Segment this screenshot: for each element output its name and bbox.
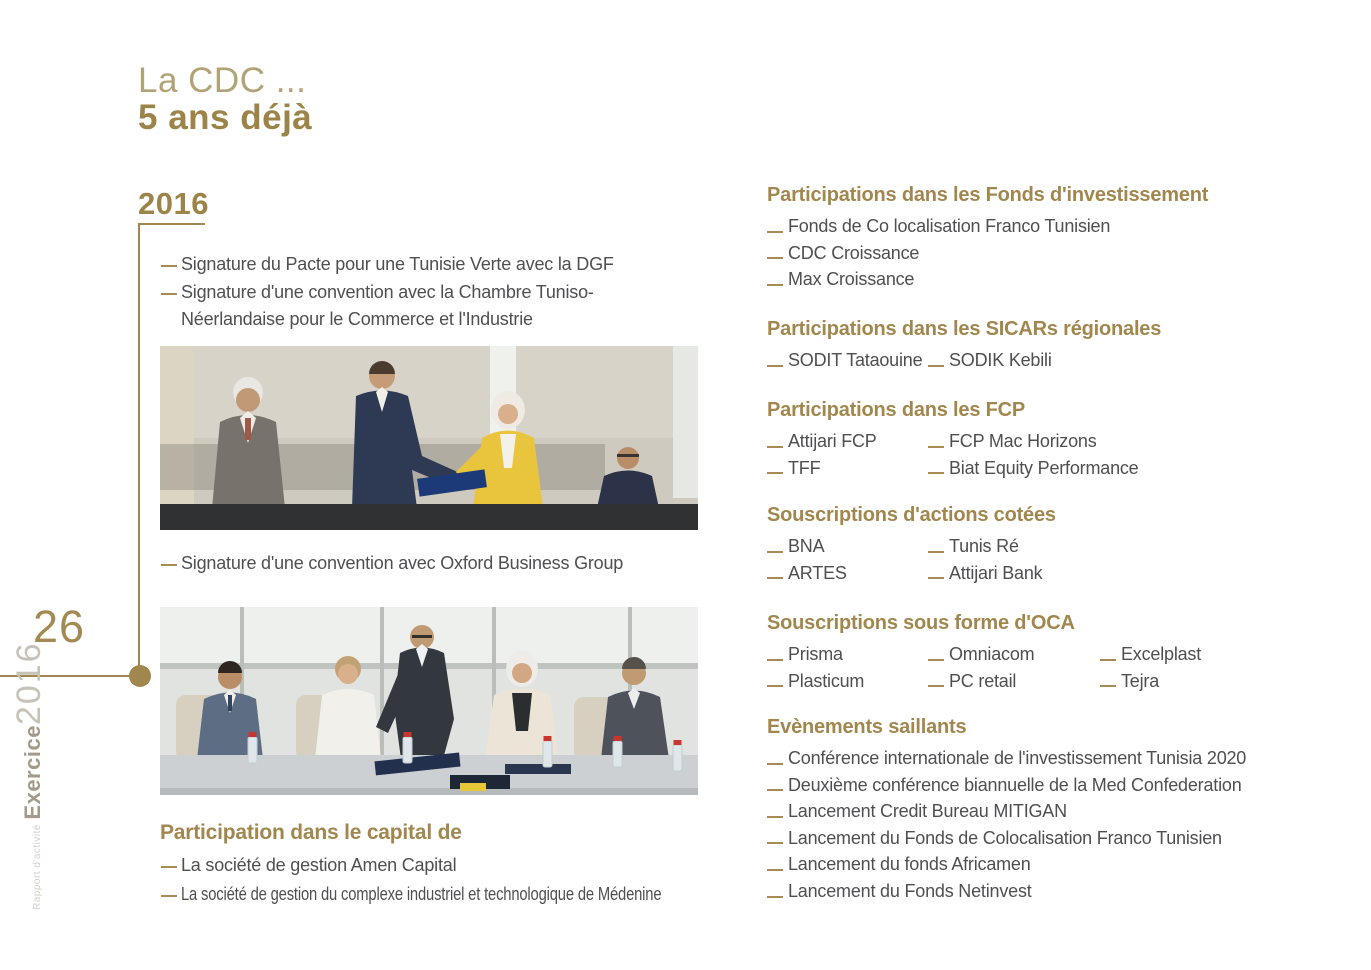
list-item (160, 851, 720, 880)
dash-bullet-icon (767, 577, 783, 579)
dash-bullet-icon (767, 763, 783, 765)
year-heading: 2016 (138, 186, 209, 221)
table-row (767, 851, 1337, 878)
dash-bullet-icon (767, 365, 783, 367)
list-item (767, 347, 928, 374)
dash-bullet-icon (1100, 659, 1116, 661)
section-heading: Evènements saillants (767, 716, 967, 738)
table-row (767, 772, 1337, 799)
list-item (767, 266, 914, 293)
table-row (767, 878, 1337, 905)
list-item (160, 550, 680, 577)
page-title-line1: La CDC ... (138, 61, 307, 100)
dash-bullet-icon (767, 896, 783, 898)
item-text: BNA (788, 536, 825, 556)
dash-bullet-icon (767, 869, 783, 871)
dash-bullet-icon (767, 659, 783, 661)
section-heading: Souscriptions sous forme d'OCA (767, 612, 1075, 634)
capital-heading: Participation dans le capital de (160, 821, 462, 844)
sidebar-report-label: Rapport d'activité (32, 824, 43, 910)
item-text: CDC Croissance (788, 242, 920, 263)
page-title-line2: 5 ans déjà (138, 98, 313, 137)
table-row (767, 745, 1337, 772)
page-title (138, 62, 312, 137)
table-row (767, 240, 1337, 267)
item-text: TFF (788, 457, 821, 478)
table-row (767, 560, 1337, 587)
item-text: Deuxième conférence biannuelle de la Med Confederation (788, 774, 1242, 795)
dash-bullet-icon (767, 685, 783, 687)
sidebar-year-label: 2016 (10, 641, 48, 726)
dash-bullet-icon (928, 659, 944, 661)
item-text: Attijari Bank (949, 562, 1043, 583)
section-heading: Participations dans les SICARs régionales (767, 318, 1162, 340)
list-item (767, 641, 928, 668)
item-text: Lancement du Fonds de Colocalisation Franco Tunisien (788, 827, 1222, 848)
list-item (767, 745, 1246, 772)
dash-bullet-icon (928, 365, 944, 367)
item-text: Lancement du Fonds Netinvest (788, 880, 1032, 901)
dash-bullet-icon (767, 816, 783, 818)
list-item (160, 251, 632, 278)
section-sicars-regionales (767, 317, 1337, 374)
photo-signing-table (160, 607, 698, 795)
dash-bullet-icon (928, 472, 944, 474)
timeline-dot (129, 665, 151, 687)
item-text: SODIK Kebili (949, 350, 1052, 370)
item-text: Conférence internationale de l'investissement Tunisia 2020 (788, 748, 1247, 768)
capital-block (160, 820, 720, 908)
list-item (767, 772, 1242, 799)
events-list (160, 251, 632, 334)
year-underline (138, 223, 205, 225)
dash-bullet-icon (767, 472, 783, 474)
table-row (767, 428, 1337, 455)
item-text: Lancement du fonds Africamen (788, 854, 1031, 875)
dash-bullet-icon (767, 284, 783, 286)
dash-bullet-icon (928, 685, 944, 687)
item-text: Excelplast (1121, 644, 1202, 664)
item-text: SODIT Tataouine (788, 350, 923, 370)
list-item (928, 560, 1042, 587)
section-actions-cotees (767, 503, 1337, 586)
sidebar-exercice-label: Exercice (20, 725, 45, 820)
event-text: Signature du Pacte pour une Tunisie Verte avec la DGF (181, 254, 614, 274)
photo-signature-handshake (160, 346, 698, 530)
item-text: Tejra (1121, 670, 1160, 691)
item-text: Max Croissance (788, 269, 915, 290)
table-row (767, 668, 1337, 695)
list-item (767, 798, 1067, 825)
section-evenements (767, 715, 1337, 905)
list-item (928, 347, 1052, 374)
list-item (767, 455, 928, 482)
capital-item-text: La société de gestion du complexe industriel et technologique de Médenine (181, 883, 662, 904)
item-text: ARTES (788, 562, 847, 583)
capital-item-text: La société de gestion Amen Capital (181, 855, 457, 875)
page-number: 26 (33, 601, 86, 652)
list-item (767, 533, 928, 560)
list-item (767, 878, 1032, 905)
event-oxford (160, 550, 680, 578)
table-row (767, 213, 1337, 240)
dash-bullet-icon (1100, 685, 1116, 687)
list-item (928, 533, 1019, 560)
section-fonds-investissement (767, 183, 1337, 293)
dash-bullet-icon (928, 446, 944, 448)
dash-bullet-icon (767, 257, 783, 259)
section-heading: Participations dans les FCP (767, 399, 1026, 421)
table-row (767, 533, 1337, 560)
list-item (928, 641, 1100, 668)
table-row (767, 347, 1337, 374)
table-row (767, 641, 1337, 668)
item-text: Attijari FCP (788, 431, 877, 451)
list-item (767, 668, 928, 695)
list-item (928, 668, 1100, 695)
table-row (767, 455, 1337, 482)
list-item (160, 279, 632, 333)
section-heading: Souscriptions d'actions cotées (767, 504, 1056, 526)
list-item (767, 240, 919, 267)
section-oca (767, 611, 1337, 694)
list-item (767, 560, 928, 587)
item-text: Lancement Credit Bureau MITIGAN (788, 801, 1067, 822)
item-text: Omniacom (949, 644, 1035, 664)
sidebar-vertical-label (10, 641, 52, 910)
item-text: Biat Equity Performance (949, 457, 1139, 478)
list-item (767, 213, 1110, 240)
dash-bullet-icon (767, 231, 783, 233)
list-item (160, 880, 720, 909)
dash-bullet-icon (161, 564, 177, 566)
item-text: Plasticum (788, 670, 865, 691)
list-item (928, 455, 1139, 482)
list-item (1100, 668, 1159, 695)
list-item (767, 428, 928, 455)
item-text: Prisma (788, 644, 843, 664)
item-text: FCP Mac Horizons (949, 431, 1097, 451)
list-item (1100, 641, 1201, 668)
item-text: Fonds de Co localisation Franco Tunisien (788, 216, 1111, 236)
item-text: PC retail (949, 670, 1017, 691)
table-row (767, 798, 1337, 825)
dash-bullet-icon (161, 293, 177, 295)
item-text: Tunis Ré (949, 536, 1019, 556)
dash-bullet-icon (928, 577, 944, 579)
dash-bullet-icon (161, 895, 177, 897)
section-heading: Participations dans les Fonds d'investissement (767, 184, 1209, 206)
dash-bullet-icon (161, 866, 177, 868)
table-row (767, 266, 1337, 293)
dash-bullet-icon (767, 551, 783, 553)
dash-bullet-icon (767, 446, 783, 448)
dash-bullet-icon (767, 842, 783, 844)
dash-bullet-icon (767, 789, 783, 791)
event-text: Signature d'une convention avec la Chambre Tuniso-Néerlandaise pour le Commerce et l'Industrie (181, 282, 594, 329)
timeline-vertical-line (138, 223, 140, 669)
table-row (767, 825, 1337, 852)
list-item (767, 851, 1031, 878)
photo-signing-table-illustration (160, 607, 698, 795)
section-fcp (767, 398, 1337, 481)
event-text: Signature d'une convention avec Oxford Business Group (181, 553, 624, 573)
dash-bullet-icon (161, 265, 177, 267)
photo-signature-handshake-illustration (160, 346, 698, 530)
list-item (767, 825, 1222, 852)
dash-bullet-icon (928, 551, 944, 553)
list-item (928, 428, 1097, 455)
